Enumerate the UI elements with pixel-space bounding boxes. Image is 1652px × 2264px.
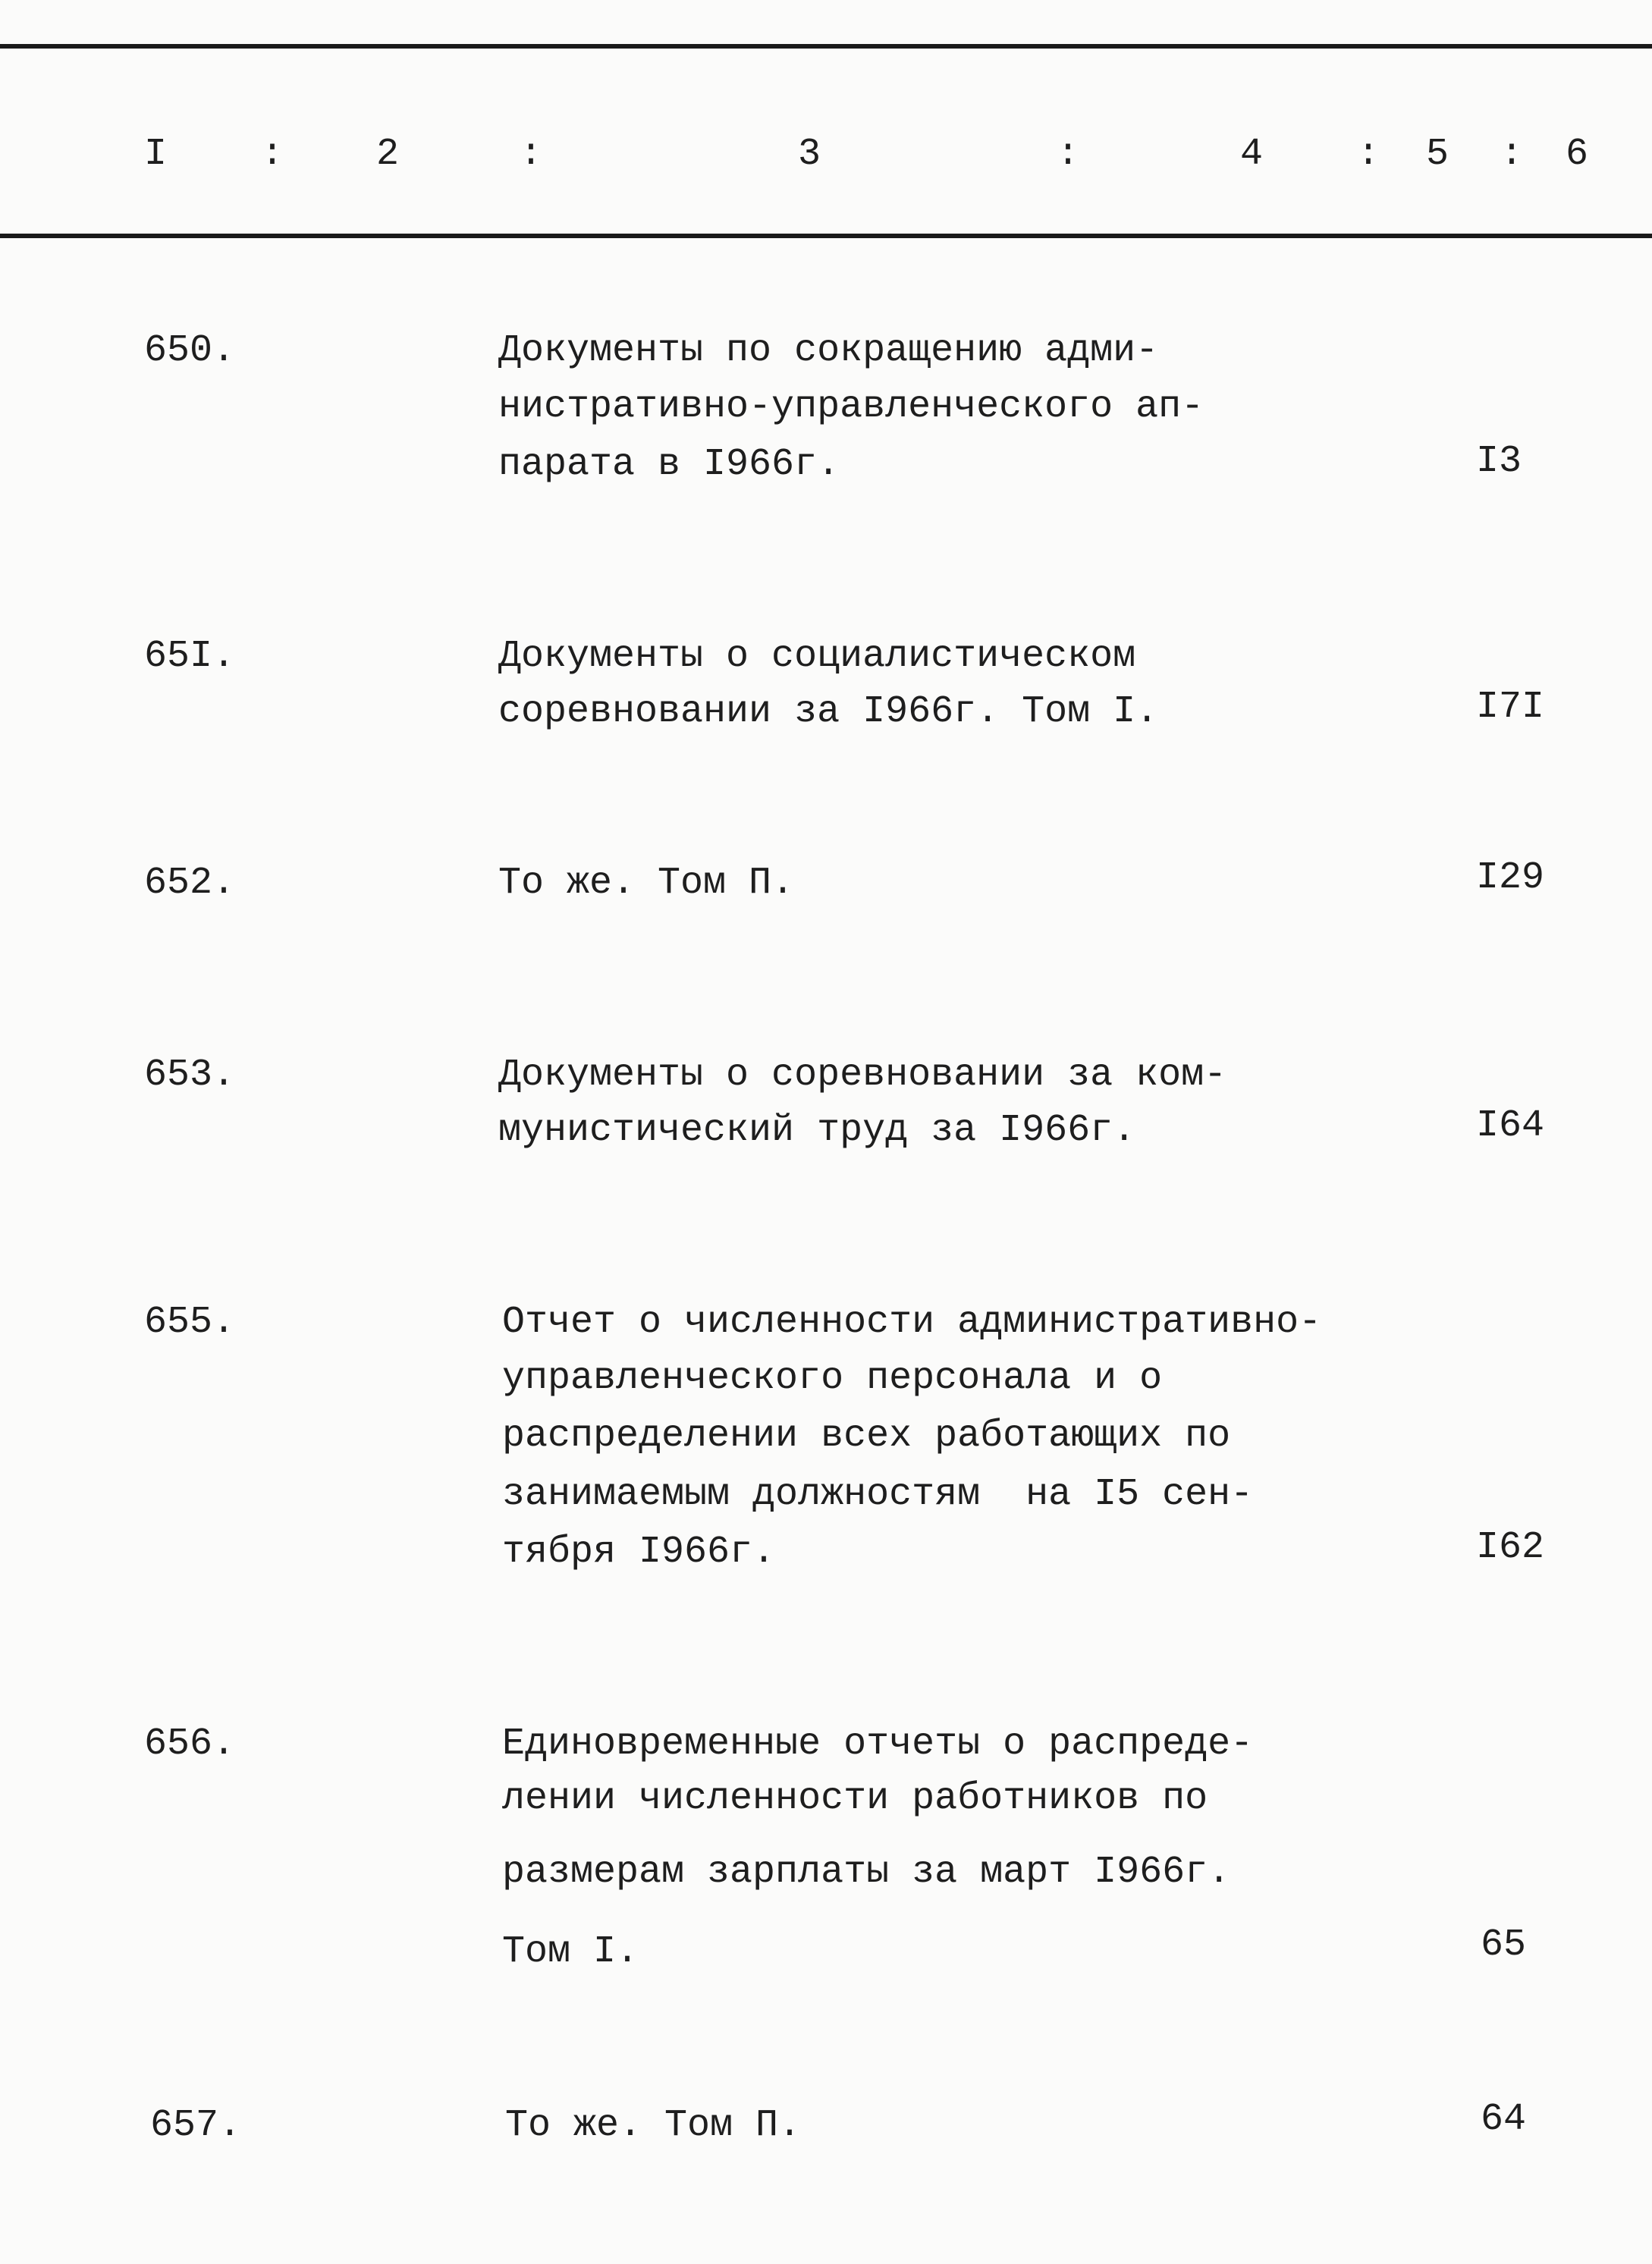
header-col-5: 5 [1426, 133, 1449, 176]
entry-number: 655. [144, 1301, 236, 1344]
entry-title-line: лении численности работников по [502, 1777, 1208, 1820]
entry-sheets: 65 [1481, 1923, 1527, 1967]
entry-number: 653. [144, 1053, 236, 1097]
entry-number: 656. [144, 1722, 236, 1766]
header-sep: : [520, 133, 543, 176]
entry-title-line: Документы о социалистическом [498, 635, 1136, 678]
header-sep: : [1057, 133, 1080, 176]
entry-title-line: занимаемым должностям на I5 сен- [502, 1473, 1254, 1516]
entry-sheets: 64 [1481, 2098, 1527, 2141]
entry-title-line: Документы по сокращению адми- [498, 329, 1159, 372]
top-rule [0, 44, 1652, 49]
entry-sheets: I64 [1476, 1104, 1545, 1148]
header-sep: : [1357, 133, 1380, 176]
entry-title-line: размерам зарплаты за март I966г. [502, 1851, 1231, 1894]
entry-title-line: распределении всех работающих по [502, 1415, 1231, 1458]
entry-title-line: парата в I966г. [498, 443, 840, 486]
entry-number: 652. [144, 862, 236, 905]
header-col-6: 6 [1566, 133, 1589, 176]
entry-sheets: I29 [1476, 856, 1545, 900]
entry-number: 650. [144, 329, 236, 372]
entry-title-line: То же. Том П. [498, 862, 795, 905]
header-sep: : [1500, 133, 1524, 176]
entry-sheets: I7I [1476, 686, 1545, 729]
entry-number: 65I. [144, 635, 236, 678]
entry-title-line: управленческого персонала и о [502, 1357, 1163, 1400]
entry-title-line: соревновании за I966г. Том I. [498, 690, 1159, 733]
entry-title-line: нистративно-управленческого ап- [498, 385, 1204, 429]
entry-sheets: I3 [1476, 440, 1522, 483]
entry-number: 657. [150, 2104, 242, 2147]
entry-title-line: Документы о соревновании за ком- [498, 1053, 1227, 1097]
header-col-4: 4 [1240, 133, 1264, 176]
header-col-3: 3 [798, 133, 821, 176]
entry-title-line: Отчет о численности административно- [502, 1301, 1322, 1344]
header-col-2: 2 [376, 133, 400, 176]
entry-sheets: I62 [1476, 1526, 1545, 1569]
header-bottom-rule [0, 234, 1652, 238]
entry-title-line: Том I. [502, 1930, 639, 1974]
header-sep: : [261, 133, 284, 176]
entry-title-line: То же. Том П. [505, 2104, 802, 2147]
entry-title-line: Единовременные отчеты о распреде- [502, 1722, 1254, 1766]
entry-title-line: мунистический труд за I966г. [498, 1109, 1136, 1152]
header-col-1: I [144, 133, 168, 176]
entry-title-line: тября I966г. [502, 1531, 776, 1574]
